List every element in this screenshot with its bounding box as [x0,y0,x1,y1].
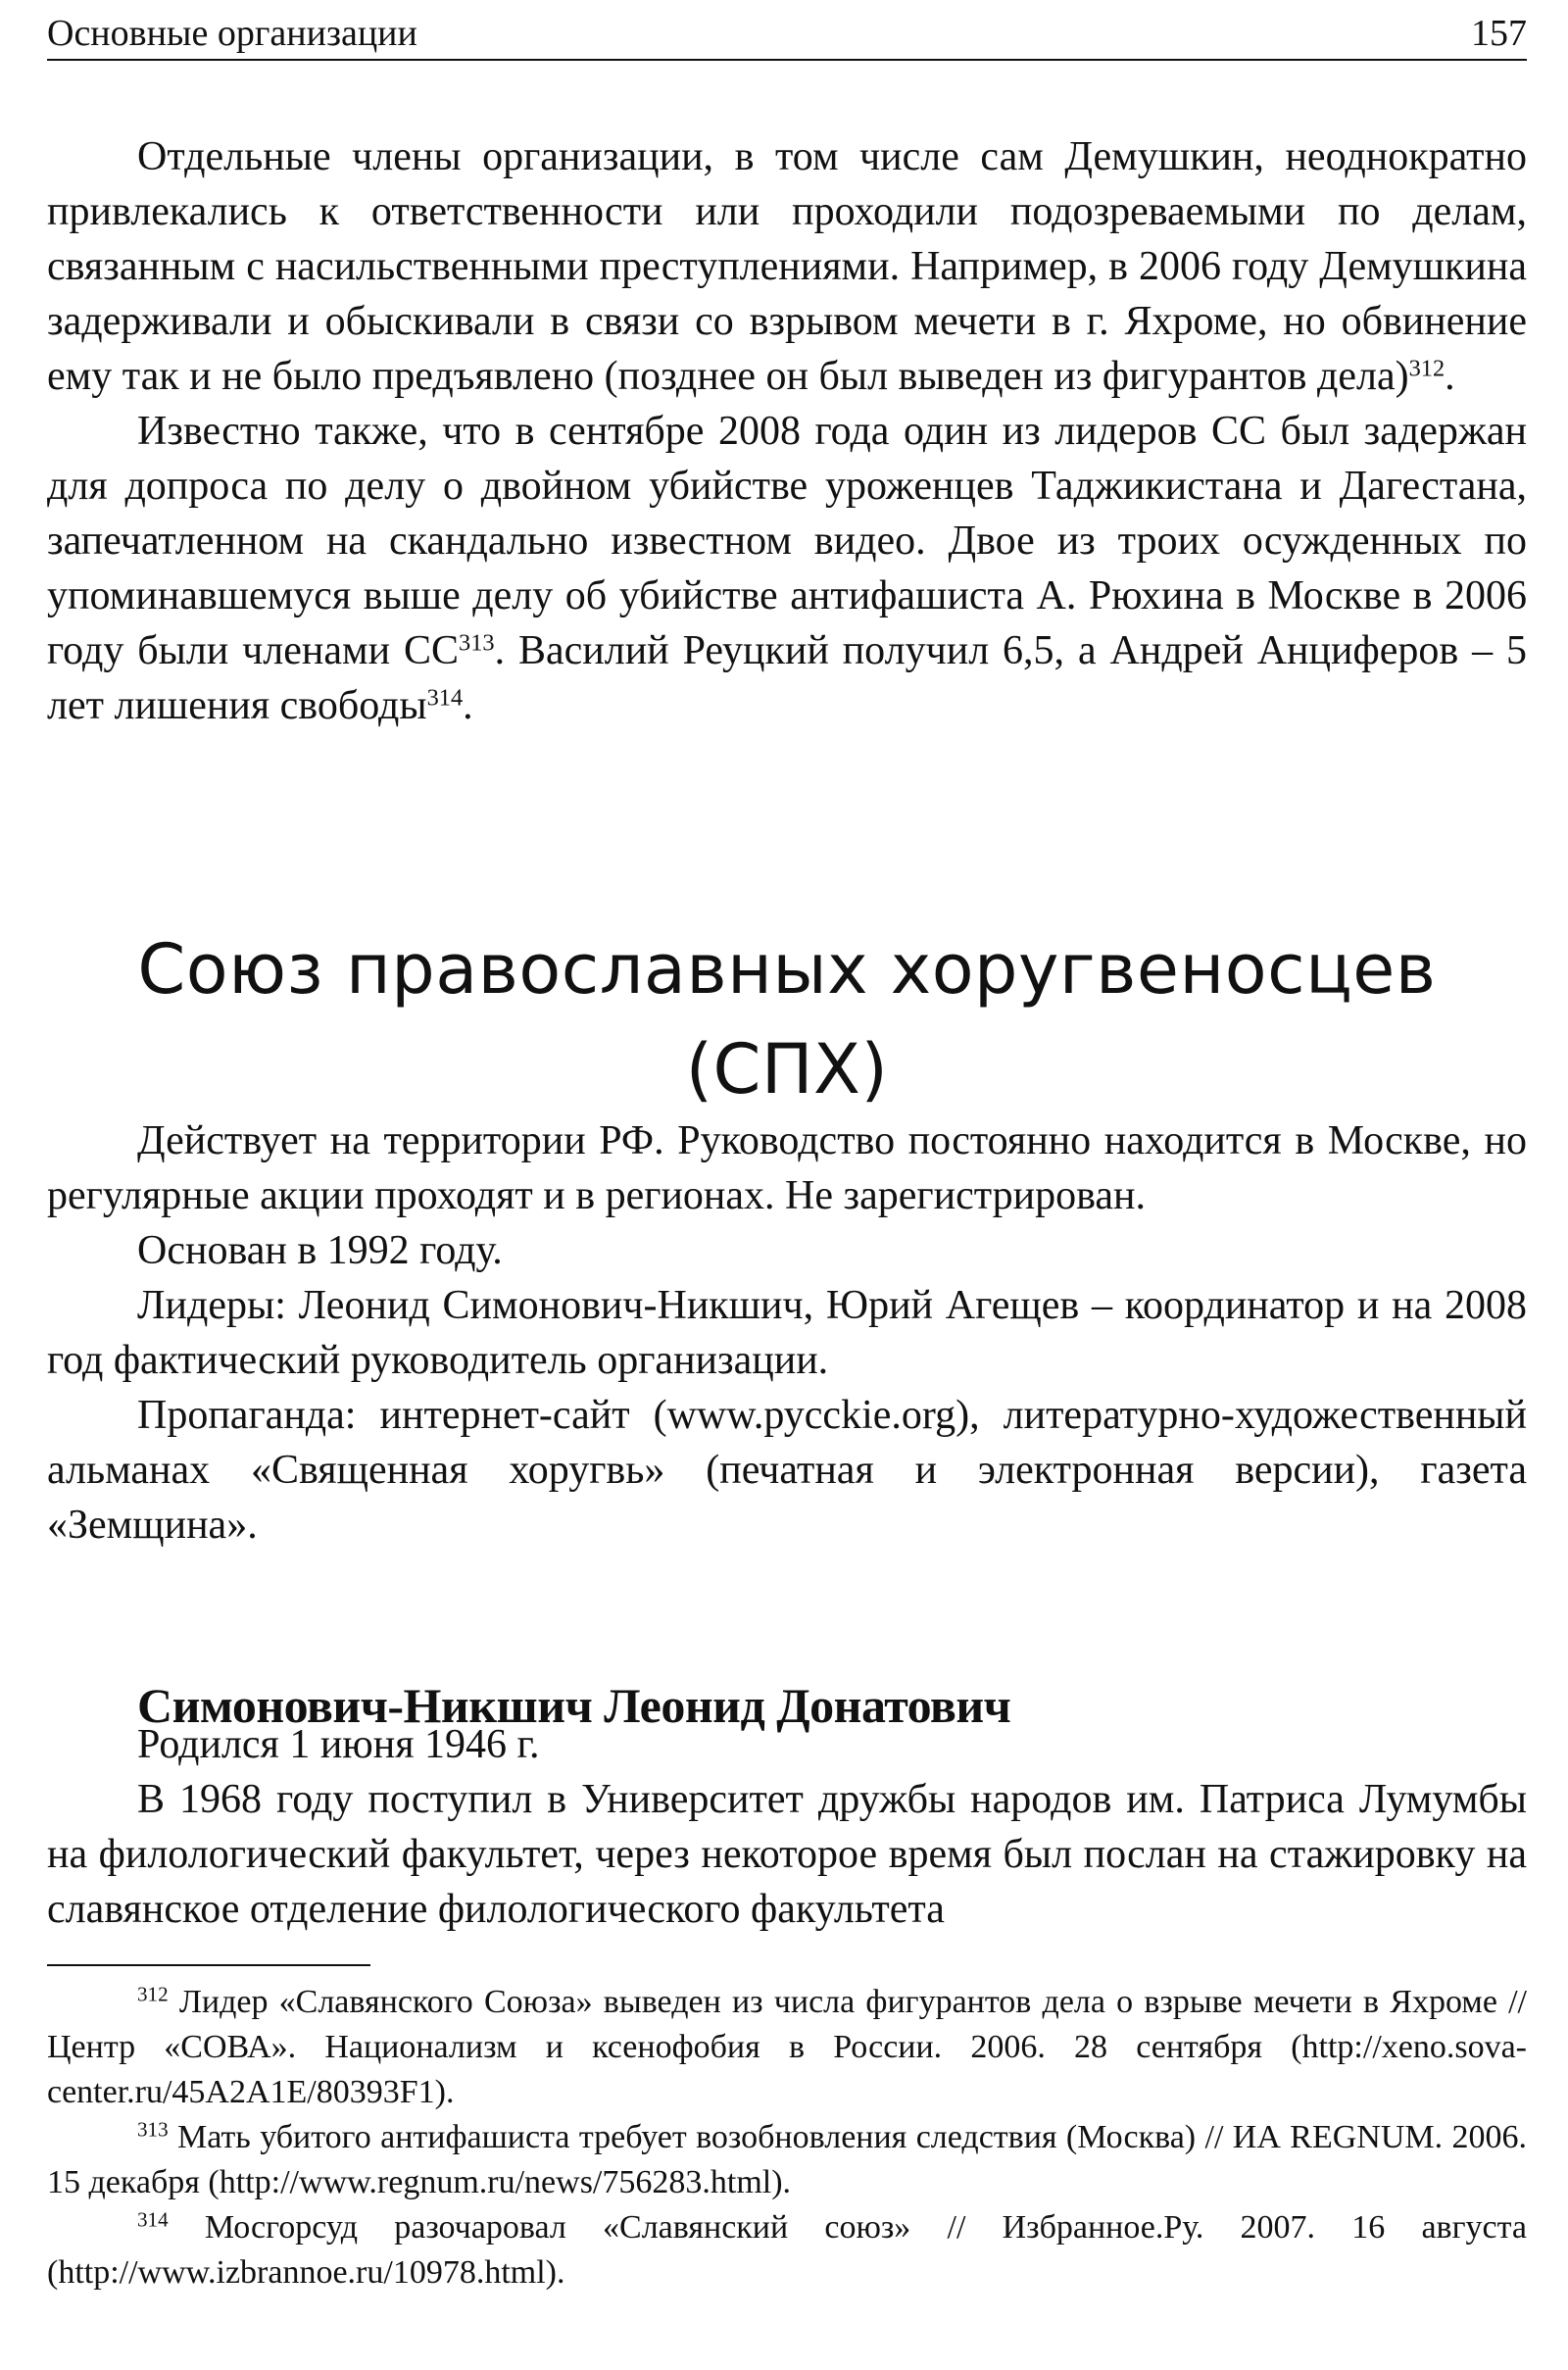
footnote-number: 312 [137,1982,169,2006]
paragraph [47,129,1527,404]
footnote-ref[interactable]: 313 [459,629,495,657]
paragraph [47,404,1527,733]
paragraph: В 1968 году поступил в Университет дружбы народов им. Патриса Лумумбы на филологический факультет, через некоторое время был послан на стажировку на славянское отделение филологического факультета [47,1777,1527,1932]
text-block-biography [47,1717,1527,1937]
paragraph: Пропаганда: интернет-сайт (www.русckie.org), литературно-художественный альманах «Священная хоругвь» (печатная и электронная версии), газета «Земщина». [47,1393,1527,1548]
paragraph: Действует на территории РФ. Руководство постоянно находится в Москве, но регулярные акции проходят и в регионах. Не зарегистрирован. [47,1118,1527,1218]
section-title-line: (СПХ) [685,1029,889,1111]
footnote-text: Лидер «Славянского Союза» выведен из числа фигурантов дела о взрыве мечети в Яхроме // Центр «СОВА». Национализм и ксенофобия в России. 2006. 28 сентября (http://xeno.sova-center.ru/45A2A1E/80393F1). [47,1984,1527,2110]
footnote-text: Мать убитого антифашиста требует возобновления следствия (Москва) // ИА REGNUM. 2006. 15 декабря (http://www.regnum.ru/news/756283.html). [47,2119,1527,2200]
paragraph: Лидеры: Леонид Симонович-Никшич, Юрий Агещев – координатор и на 2008 год фактический руководитель организации. [47,1283,1527,1383]
text-block-sph [47,1113,1527,1553]
text-block-ss [47,129,1527,733]
paragraph-text: . [1445,354,1455,399]
paragraph-text: . [463,683,473,728]
footnotes [47,1980,1527,2296]
page-number: 157 [1471,13,1527,54]
paragraph: Основан в 1992 году. [137,1228,503,1273]
footnote [47,1980,1527,2115]
paragraph-text: . Василий Реуцкий получил 6,5, а Андрей Анциферов – 5 лет лишения свободы [47,628,1527,728]
section-title-line: Союз православных хоругвеносцев [137,929,1437,1011]
footnote-number: 314 [137,2207,169,2232]
paragraph-text: Известно также, что в сентябре 2008 года один из лидеров СС был задержан для допроса по делу о двойном убийстве уроженцев Таджикистана и Дагестана, запечатленном на скандально известном видео. Двое из троих осужденных по упоминавшемуся выше делу об убийстве антифашиста А. Рюхина в Москве в 2006 году были членами СС [47,409,1527,673]
footnote-ref[interactable]: 314 [426,684,464,712]
section-title [47,919,1527,1119]
footnote-ref[interactable]: 312 [1408,355,1446,382]
paragraph: Родился 1 июня 1946 г. [137,1722,540,1767]
paragraph-text: Отдельные члены организации, в том числе сам Демушкин, неоднократно привлекались к ответственности или проходили подозреваемыми по делам, связанным с насильственными преступлениями. Например, в 2006 году Демушкина задерживали и обыскивали в связи со взрывом мечети в г. Яхроме, но обвинение ему так и не было предъявлено (позднее он был выведен из фигурантов дела) [47,134,1527,399]
footnote-divider [47,1964,370,1966]
running-header [47,8,1527,61]
footnote-number: 313 [137,2117,169,2142]
person-heading: Симонович-Никшич Леонид Донатович [137,1678,1011,1733]
footnote [47,2205,1527,2296]
running-title: Основные организации [47,13,417,54]
footnote-text: Мосгорсуд разочаровал «Славянский союз» // Избранное.Ру. 2007. 16 августа (http://www.izbrannoe.ru/10978.html). [47,2209,1527,2291]
footnote [47,2115,1527,2205]
